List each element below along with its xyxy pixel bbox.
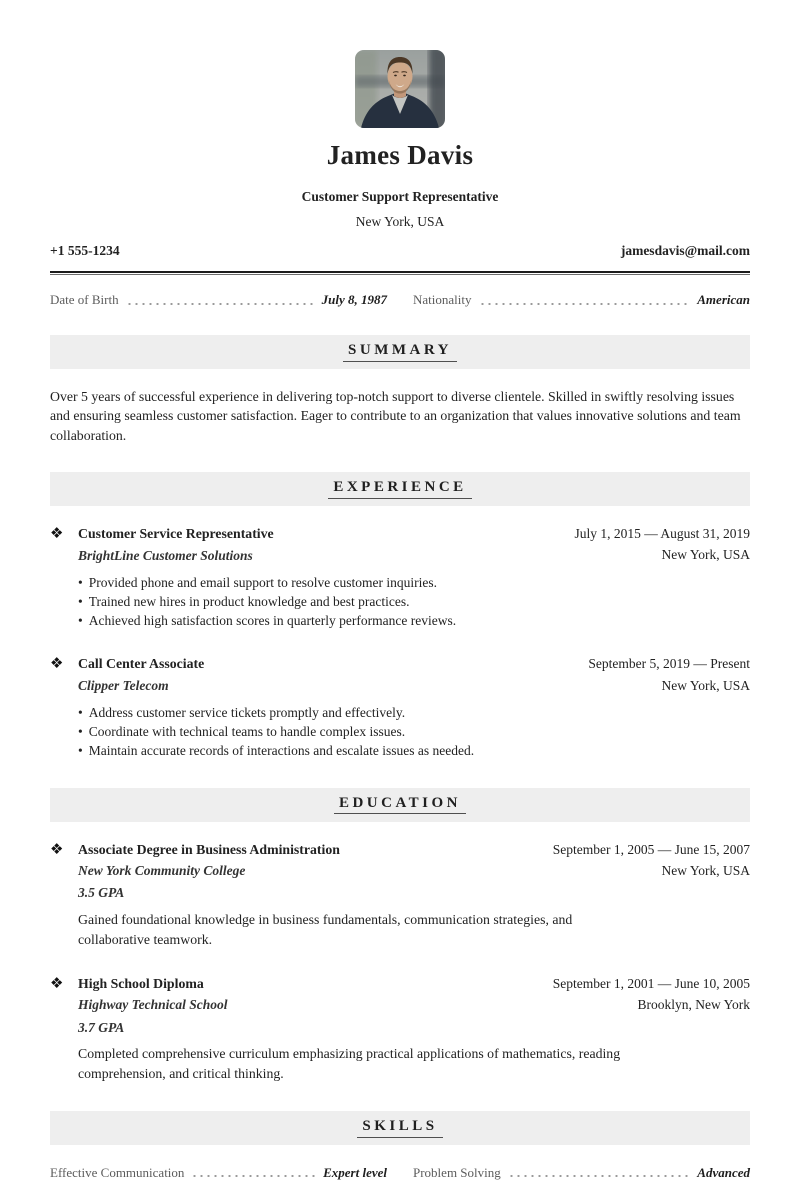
- dotted-leader: [191, 1175, 316, 1177]
- skill-item: [50, 1165, 387, 1181]
- skill-level: Advanced: [697, 1164, 750, 1180]
- job-bullets: [78, 573, 750, 630]
- resume-page: [50, 0, 750, 1181]
- job-title: Customer Service Representative: [78, 526, 274, 542]
- entry-header: [50, 655, 750, 695]
- summary-text: Over 5 years of successful experience in delivering top-notch support to diverse clientele. Skilled in swiftly resolving issues and ensuring seamless customer satisfaction. Eager to contribute to an organization that values innovative solutions and team collaboration.: [50, 389, 741, 443]
- entry-header: [50, 841, 750, 903]
- job-bullet: • Achieved high satisfaction scores in quarterly performance reviews.: [78, 611, 750, 630]
- entry-location: New York, USA: [661, 862, 750, 878]
- experience-section-band: [50, 472, 750, 506]
- degree-title: High School Diploma: [78, 975, 204, 991]
- nationality-row: [413, 292, 750, 308]
- date-range: September 1, 2005 — June 15, 2007: [552, 841, 750, 857]
- email-address: jamesdavis@mail.com: [620, 243, 750, 259]
- profile-photo-image: [355, 50, 445, 128]
- education-description: Completed comprehensive curriculum emphasizing practical applications of mathematics, reading comprehension, and critical thinking.: [78, 1045, 621, 1081]
- dotted-leader: [479, 303, 691, 305]
- job-bullet: • Maintain accurate records of interactions and escalate issues as needed.: [78, 741, 750, 760]
- personal-info-row: [50, 292, 750, 308]
- header-divider: [50, 271, 750, 275]
- education-entry: [50, 841, 750, 950]
- company-name: Clipper Telecom: [78, 677, 169, 693]
- entry-location: Brooklyn, New York: [637, 996, 750, 1012]
- skill-name: Effective Communication: [50, 1164, 185, 1180]
- diamond-icon: ❖: [50, 973, 64, 992]
- job-bullet: • Coordinate with technical teams to handle complex issues.: [78, 722, 750, 741]
- education-entry: [50, 975, 750, 1084]
- gpa-value: 3.7 GPA: [78, 1019, 125, 1035]
- entry-location: New York, USA: [661, 547, 750, 563]
- diamond-icon: ❖: [50, 524, 64, 543]
- nationality-label: Nationality: [413, 292, 472, 308]
- dotted-leader: [126, 303, 315, 305]
- gpa-value: 3.5 GPA: [78, 885, 125, 901]
- skill-item: [413, 1165, 750, 1181]
- dob-row: [50, 292, 387, 308]
- experience-section-title: EXPERIENCE: [328, 479, 471, 499]
- job-bullet: • Address customer service tickets promptly and effectively.: [78, 703, 750, 722]
- summary-section-band: [50, 335, 750, 369]
- skills-row: [50, 1165, 750, 1181]
- contact-row: [50, 243, 750, 259]
- degree-title: Associate Degree in Business Administration: [78, 841, 340, 857]
- company-name: BrightLine Customer Solutions: [78, 547, 253, 563]
- skills-section-title: SKILLS: [357, 1118, 442, 1138]
- experience-entry: [50, 525, 750, 630]
- skill-name: Problem Solving: [413, 1164, 501, 1180]
- job-title: Call Center Associate: [78, 656, 205, 672]
- candidate-name: James Davis: [326, 140, 474, 170]
- dob-value: July 8, 1987: [321, 292, 387, 308]
- date-range: July 1, 2015 — August 31, 2019: [574, 526, 750, 542]
- phone-number: +1 555-1234: [50, 243, 120, 259]
- education-section-band: [50, 788, 750, 822]
- summary-section-title: SUMMARY: [343, 342, 457, 362]
- school-name: Highway Technical School: [78, 997, 228, 1013]
- skills-section-band: [50, 1111, 750, 1145]
- date-range: September 1, 2001 — June 10, 2005: [552, 975, 750, 991]
- dob-label: Date of Birth: [50, 292, 119, 308]
- skill-level: Expert level: [323, 1164, 387, 1180]
- job-bullet: • Trained new hires in product knowledge and best practices.: [78, 592, 750, 611]
- experience-entry: [50, 655, 750, 760]
- diamond-icon: ❖: [50, 839, 64, 858]
- education-section-title: EDUCATION: [334, 795, 466, 815]
- education-description: Gained foundational knowledge in business fundamentals, communication strategies, and collaborative teamwork.: [78, 911, 573, 947]
- job-bullets: [78, 703, 750, 760]
- nationality-value: American: [697, 292, 750, 308]
- date-range: September 5, 2019 — Present: [588, 656, 750, 672]
- entry-location: New York, USA: [661, 677, 750, 693]
- diamond-icon: ❖: [50, 654, 64, 673]
- entry-header: [50, 975, 750, 1037]
- profile-photo: [355, 50, 445, 128]
- dotted-leader: [508, 1175, 691, 1177]
- school-name: New York Community College: [78, 863, 246, 879]
- entry-header: [50, 525, 750, 565]
- candidate-location: New York, USA: [355, 214, 445, 230]
- candidate-title: Customer Support Representative: [301, 189, 499, 205]
- job-bullet: • Provided phone and email support to resolve customer inquiries.: [78, 573, 750, 592]
